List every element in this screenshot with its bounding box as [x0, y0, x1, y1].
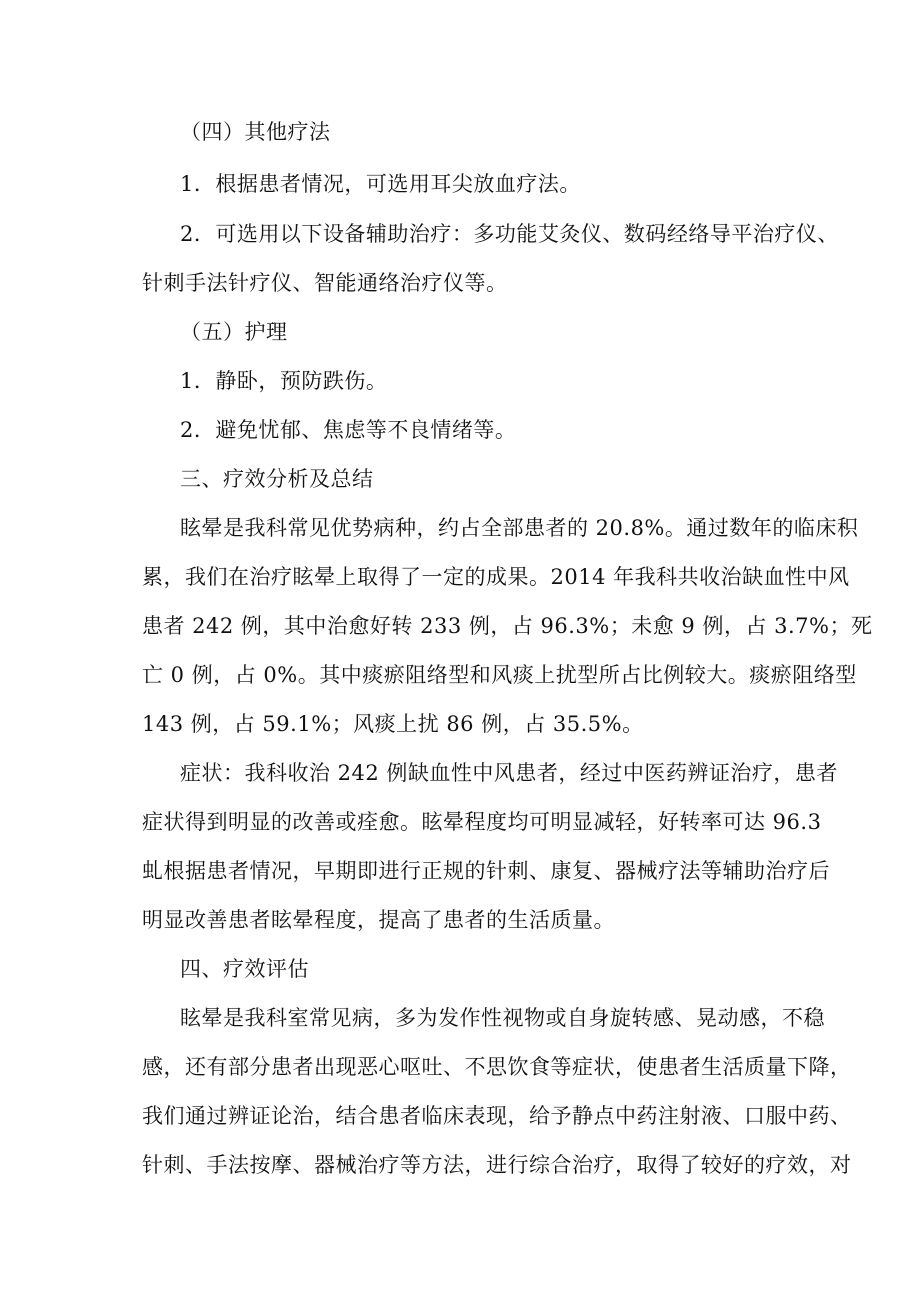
text-line: 亡 0 例，占 0%。其中痰瘀阻络型和风痰上扰型所占比例较大。痰瘀阻络型: [142, 663, 857, 687]
text-line: 虬根据患者情况，早期即进行正规的针刺、康复、器械疗法等辅助治疗后: [142, 859, 830, 883]
section-heading-other-therapies: （四）其他疗法: [180, 120, 331, 144]
text-line: 明显改善患者眩晕程度，提高了患者的生活质量。: [142, 908, 615, 932]
text-line: 感，还有部分患者出现恶心呕吐、不思饮食等症状，使患者生活质量下降，: [142, 1055, 852, 1079]
text-line: 1．根据患者情况，可选用耳尖放血疗法。: [180, 172, 581, 196]
text-line: 症状：我科收治 242 例缺血性中风患者，经过中医药辨证治疗，患者: [180, 761, 838, 785]
text-line: 1．静卧，预防跌伤。: [180, 369, 388, 393]
text-line: 143 例，占 59.1%；风痰上扰 86 例，占 35.5%。: [142, 712, 644, 736]
text-line: 患者 242 例，其中治愈好转 233 例，占 96.3%；未愈 9 例，占 3.7%；死: [142, 614, 873, 638]
text-line: 眩晕是我科室常见病，多为发作性视物或自身旋转感、晃动感，不稳: [180, 1006, 825, 1030]
section-heading-nursing: （五）护理: [180, 320, 288, 344]
text-line: 症状得到明显的改善或痊愈。眩晕程度均可明显减轻，好转率可达 96.3: [142, 810, 822, 834]
text-line: 针刺、手法按摩、器械治疗等方法，进行综合治疗，取得了较好的疗效，对: [142, 1153, 852, 1177]
text-line: 我们通过辨证论治，结合患者临床表现，给予静点中药注射液、口服中药、: [142, 1104, 852, 1128]
section-heading-efficacy-analysis: 三、疗效分析及总结: [180, 467, 374, 491]
section-heading-efficacy-evaluation: 四、疗效评估: [180, 957, 309, 981]
text-line: 针刺手法针疗仪、智能通络治疗仪等。: [142, 271, 508, 295]
text-line: 眩晕是我科常见优势病种，约占全部患者的 20.8%。通过数年的临床积: [180, 516, 859, 540]
text-line: 2．可选用以下设备辅助治疗：多功能艾灸仪、数码经络导平治疗仪、: [180, 222, 839, 246]
text-line: 累，我们在治疗眩晕上取得了一定的成果。2014 年我科共收治缺血性中风: [142, 565, 850, 589]
text-line: 2．避免忧郁、焦虑等不良情绪等。: [180, 418, 517, 442]
